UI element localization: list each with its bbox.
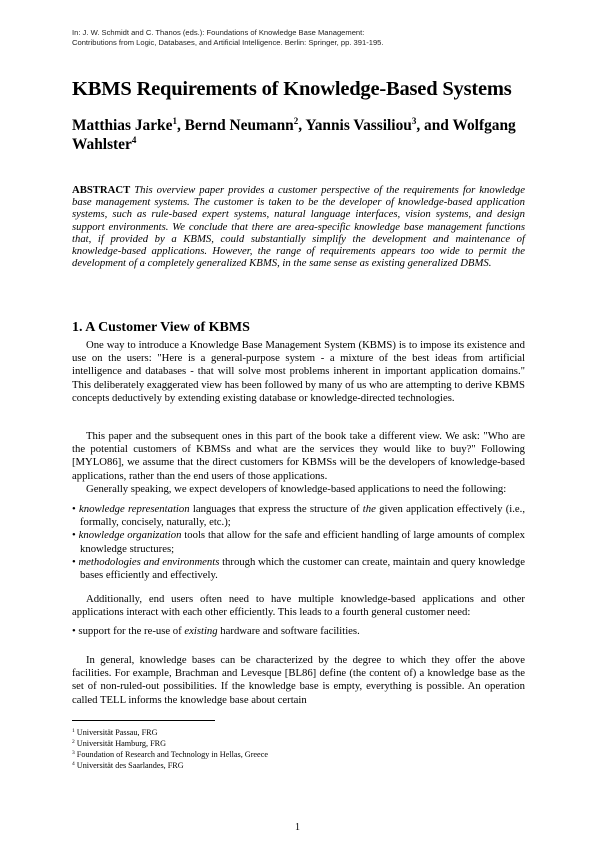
footnote-mark: 1 bbox=[72, 728, 75, 734]
footnote-text: Universität Passau, FRG bbox=[76, 728, 158, 737]
list-item-text: tools that allow for the safe and efficient handling of large amounts of complex knowledge structures; bbox=[80, 529, 526, 555]
paper-title: KBMS Requirements of Knowledge-Based Systems bbox=[72, 78, 512, 100]
bullet-mark: • bbox=[72, 503, 76, 515]
citation-line-2: Contributions from Logic, Databases, and Artificial Intelligence. Berlin: Springer, pp. 391-195. bbox=[72, 38, 384, 47]
bullet-mark: • bbox=[72, 555, 76, 568]
affiliation-mark: 2 bbox=[293, 116, 299, 126]
footnote-rule bbox=[72, 720, 215, 721]
citation-line-1: In: J. W. Schmidt and C. Thanos (eds.): Foundations of Knowledge Base Management: bbox=[72, 28, 365, 37]
affiliation-mark: 3 bbox=[411, 116, 417, 126]
author-name: Wolfgang Wahlster bbox=[72, 117, 516, 153]
list-item-text: given application effectively (i.e., formally, concisely, naturally, etc.); bbox=[80, 503, 526, 529]
author-separator: , and bbox=[416, 117, 453, 134]
page-number: 1 bbox=[295, 822, 300, 833]
affiliation-mark: 4 bbox=[131, 135, 137, 145]
footnote-text: Foundation of Research and Technology in Hellas, Greece bbox=[76, 750, 268, 759]
list-item-text: through which the customer can create, maintain and query knowledge bases efficiently and effectively. bbox=[80, 555, 525, 582]
bullet-mark: • bbox=[72, 529, 76, 542]
list-item bbox=[72, 556, 525, 582]
author-list bbox=[72, 116, 525, 154]
abstract-label: ABSTRACT bbox=[72, 184, 131, 196]
list-item-text: languages that express the structure of bbox=[189, 503, 363, 515]
body-paragraph bbox=[72, 430, 525, 496]
affiliation-mark: 1 bbox=[172, 116, 177, 126]
body-paragraph bbox=[72, 593, 525, 639]
emphasis: knowledge organization bbox=[78, 529, 182, 542]
abstract-text: This overview paper provides a customer perspective of the requirements for knowledge base management systems. The customer is taken to be the developer of knowledge-based application systems, such as rule-based expert systems, natural language interfaces, vision systems, and design support environments. We conclude that there are area-specific knowledge base management functions that, if provided by a KBMS, could substantially simplify the development and maintenance of knowledge-based applications. However, the range of requirements appears too wide to permit the development of a completely generalized KBMS, in the same sense as existing generalized DBMS. bbox=[72, 184, 526, 270]
body-paragraph bbox=[72, 339, 525, 405]
author-separator: , bbox=[176, 117, 185, 134]
emphasis: the bbox=[362, 503, 376, 515]
author-name: Matthias Jarke bbox=[72, 117, 173, 134]
footnote bbox=[72, 738, 525, 749]
footnotes bbox=[72, 727, 525, 771]
footnote-text: Universität des Saarlandes, FRG bbox=[76, 761, 184, 770]
list-item-text: hardware and software facilities. bbox=[217, 625, 360, 638]
list-item bbox=[72, 503, 525, 529]
list-item-text: support for the re-use of bbox=[78, 625, 185, 638]
abstract bbox=[72, 184, 525, 269]
paragraph-text: In general, knowledge bases can be characterized by the degree to which they offer the above facilities. For example, Brachman and Levesque [BL86] define (the content of) a knowledge base as the set of non-ruled-out possibilities. If the knowledge base is empty, everything is possible. An operation called TELL informs the knowledge base about certain bbox=[72, 654, 525, 706]
paragraph-text: This paper and the subsequent ones in this part of the book take a different view. We ask: "Who are the potential customers of KBMSs and what are the services they would like to buy?" Following [MYLO86], we assume that the direct customers for KBMSs will be the developers of knowledge-based applications, rather than the end users of those applications. bbox=[72, 430, 525, 482]
list-item bbox=[72, 529, 525, 555]
footnote bbox=[72, 749, 525, 760]
paragraph-text: Additionally, end users often need to have multiple knowledge-based applications and other applications interact with each other efficiently. This leads to a fourth general customer need: bbox=[72, 593, 525, 619]
list-item bbox=[72, 625, 525, 638]
paragraph-text: Generally speaking, we expect developers of knowledge-based applications to need the following: bbox=[86, 482, 507, 495]
requirements-list bbox=[72, 503, 525, 582]
body-paragraph bbox=[72, 654, 525, 707]
section-heading: 1. A Customer View of KBMS bbox=[72, 320, 250, 335]
footnote-text: Universität Hamburg, FRG bbox=[76, 739, 167, 748]
bullet-mark: • bbox=[72, 625, 76, 638]
footnote-mark: 2 bbox=[72, 739, 75, 745]
author-name: Yannis Vassiliou bbox=[305, 117, 412, 134]
author-separator: , bbox=[298, 117, 306, 134]
footnote-mark: 4 bbox=[72, 761, 75, 767]
emphasis: methodologies and environments bbox=[78, 555, 220, 568]
emphasis: existing bbox=[184, 625, 218, 638]
emphasis: knowledge representation bbox=[79, 503, 190, 515]
paragraph-text: One way to introduce a Knowledge Base Management System (KBMS) is to impose its existence and use on the users: "Here is a general-purpose system - a mixture of the best ideas from artificial intelligence and databases - that will solve most problems inherent in important application domains." This deliberately exaggerated view has been followed by many of us who are attempting to derive KBMS concepts deductively by extending existing database or knowledge-directed technologies. bbox=[72, 339, 525, 404]
citation-header bbox=[72, 28, 525, 48]
footnote-mark: 3 bbox=[72, 750, 75, 756]
author-name: Bernd Neumann bbox=[184, 117, 294, 134]
footnote bbox=[72, 727, 525, 738]
footnote bbox=[72, 760, 525, 771]
